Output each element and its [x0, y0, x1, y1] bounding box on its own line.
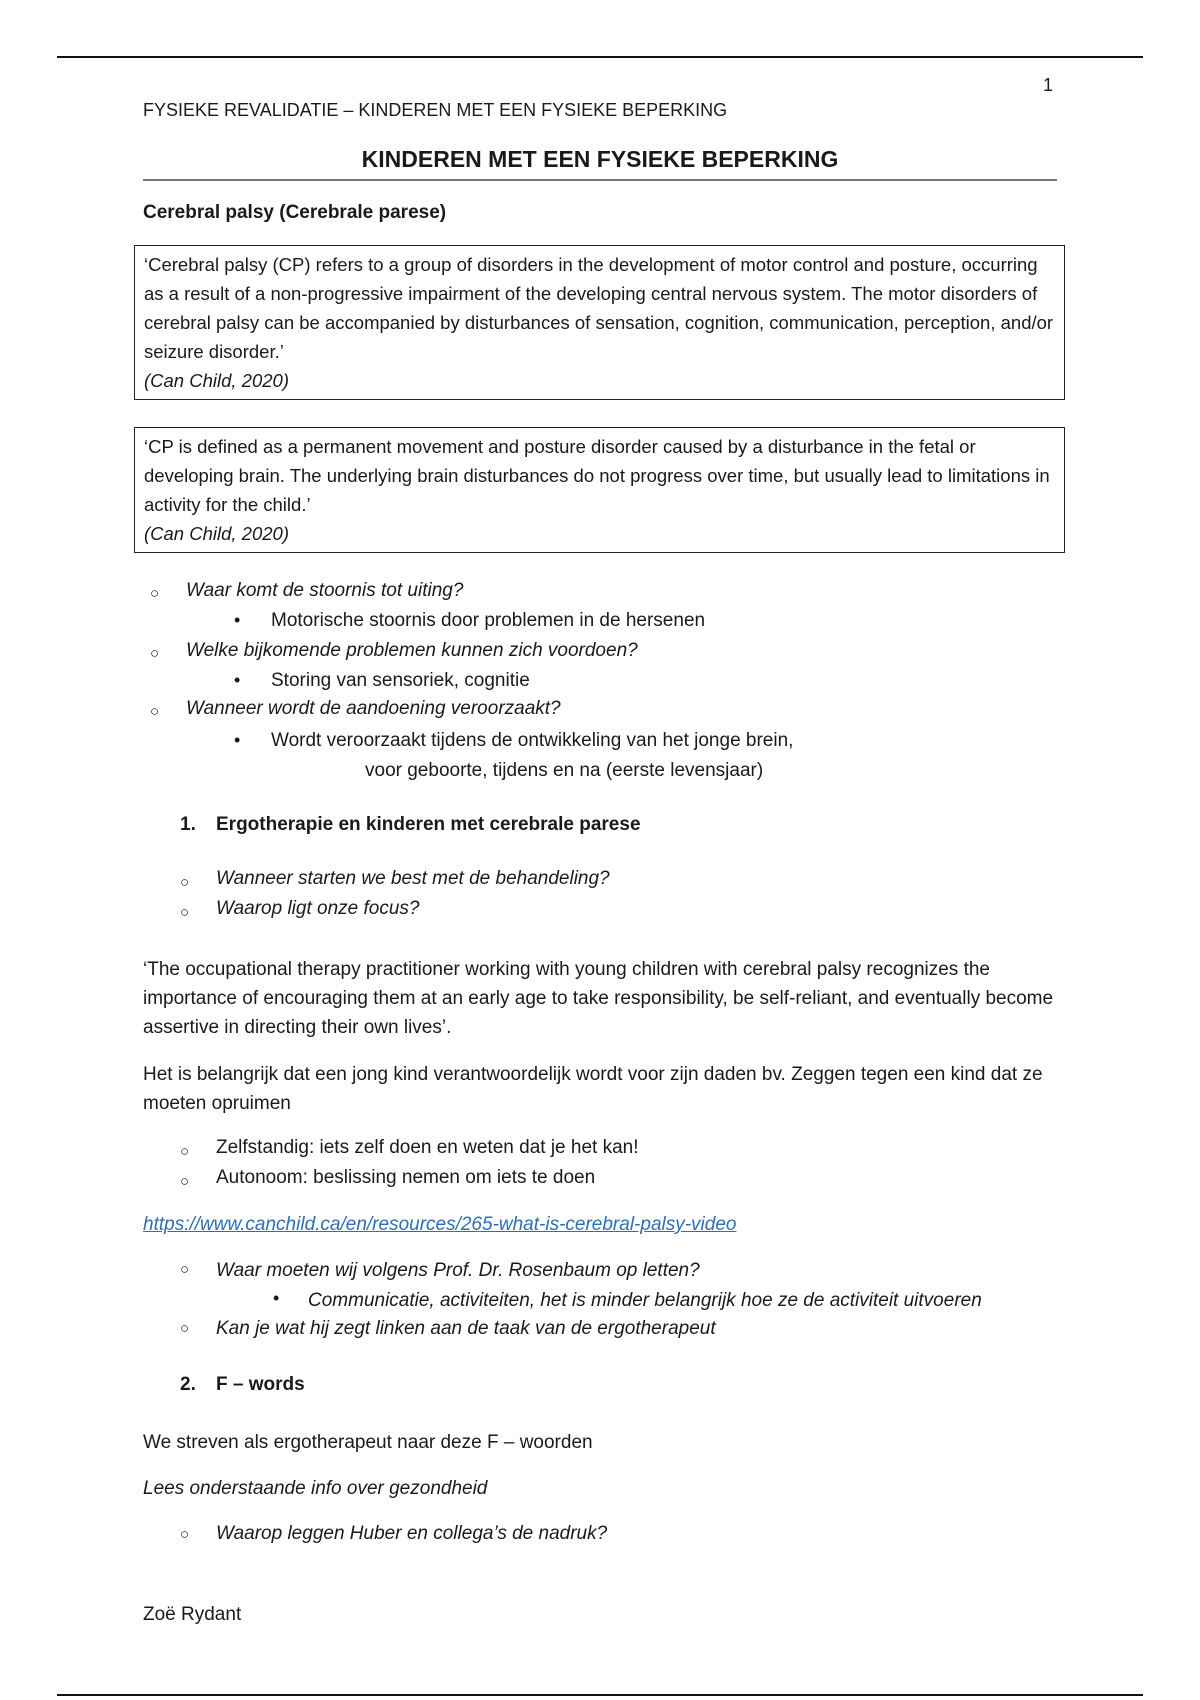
- question-item: Wanneer wordt de aandoening veroorzaakt?: [186, 698, 561, 719]
- italic-instruction: Lees onderstaande info over gezondheid: [143, 1478, 488, 1499]
- definition-box-2: [134, 427, 1065, 553]
- question-item: Waar moeten wij volgens Prof. Dr. Rosenbaum op letten?: [216, 1260, 700, 1281]
- dot-bullet-icon: •: [234, 730, 241, 750]
- circle-bullet-icon: ○: [150, 585, 160, 602]
- question-item: Waarop ligt onze focus?: [216, 898, 420, 919]
- list-item: Autonoom: beslissing nemen om iets te doen: [216, 1167, 596, 1188]
- dot-bullet-icon: •: [234, 610, 241, 630]
- top-rule: [57, 56, 1143, 58]
- question-item: Wanneer starten we best met de behandeling?: [216, 868, 610, 889]
- circle-bullet-icon: ○: [180, 904, 190, 921]
- circle-bullet-icon: ○: [180, 1173, 190, 1190]
- title-underline: [143, 179, 1057, 181]
- quote-text: ‘Cerebral palsy (CP) refers to a group of disorders in the development of motor control and posture, occurring as a result of a non-progressive impairment of the developing central nervous system. The motor disorders of cerebral palsy can be accompanied by disturbances of sensation, cognition, communication, perception, and/or seizure disorder.’: [144, 254, 1054, 362]
- canchild-video-link[interactable]: https://www.canchild.ca/en/resources/265-what-is-cerebral-palsy-video: [143, 1214, 737, 1235]
- question-item: Waarop leggen Huber en collega’s de nadruk?: [216, 1523, 608, 1544]
- circle-bullet-icon: ○: [150, 645, 160, 662]
- quote-citation: (Can Child, 2020): [144, 370, 289, 391]
- running-header: FYSIEKE REVALIDATIE – KINDEREN MET EEN FYSIEKE BEPERKING: [143, 100, 728, 120]
- definition-box-1: [134, 245, 1065, 400]
- section-heading-f-words: F – words: [216, 1374, 305, 1395]
- answer-item: Wordt veroorzaakt tijdens de ontwikkeling van het jonge brein,: [271, 730, 794, 751]
- circle-bullet-icon: ○: [180, 1261, 190, 1278]
- paragraph: We streven als ergotherapeut naar deze F – woorden: [143, 1432, 593, 1453]
- circle-bullet-icon: ○: [180, 874, 190, 891]
- quote-text: ‘CP is defined as a permanent movement and posture disorder caused by a disturbance in the fetal or developing brain. The underlying brain disturbances do not progress over time, but usually lead to limitations in activity for the child.’: [144, 436, 1050, 515]
- dot-bullet-icon: •: [273, 1288, 280, 1308]
- question-item: Welke bijkomende problemen kunnen zich voordoen?: [186, 640, 638, 661]
- circle-bullet-icon: ○: [180, 1320, 190, 1337]
- page-title: KINDEREN MET EEN FYSIEKE BEPERKING: [361, 146, 839, 172]
- question-item: Waar komt de stoornis tot uiting?: [186, 580, 464, 601]
- list-item: Zelfstandig: iets zelf doen en weten dat je het kan!: [216, 1137, 639, 1158]
- circle-bullet-icon: ○: [150, 703, 160, 720]
- answer-item: Communicatie, activiteiten, het is minder belangrijk hoe ze de activiteit uitvoeren: [308, 1290, 982, 1311]
- page-number: 1: [1043, 75, 1054, 95]
- answer-item: Motorische stoornis door problemen in de hersenen: [271, 610, 706, 631]
- circle-bullet-icon: ○: [180, 1143, 190, 1160]
- section-number: 2.: [180, 1374, 196, 1395]
- footer-author: Zoë Rydant: [143, 1604, 242, 1625]
- dot-bullet-icon: •: [234, 670, 241, 690]
- quote-citation: (Can Child, 2020): [144, 523, 289, 544]
- question-item: Kan je wat hij zegt linken aan de taak van de ergotherapeut: [216, 1318, 716, 1339]
- section-number: 1.: [180, 814, 196, 835]
- section-heading-cerebral-palsy: Cerebral palsy (Cerebrale parese): [143, 202, 447, 223]
- bottom-rule: [57, 1694, 1143, 1696]
- answer-item-continuation: voor geboorte, tijdens en na (eerste levensjaar): [365, 760, 764, 781]
- ot-quote: ‘The occupational therapy practitioner working with young children with cerebral palsy recognizes the importance of encouraging them at an early age to take responsibility, be self-reliant, and eventually become assertive in directing their own lives’.: [143, 959, 1054, 1038]
- paragraph: Het is belangrijk dat een jong kind verantwoordelijk wordt voor zijn daden bv. Zeggen tegen een kind dat ze moeten opruimen: [143, 1064, 1043, 1114]
- section-heading-ergotherapie: Ergotherapie en kinderen met cerebrale parese: [216, 814, 641, 835]
- circle-bullet-icon: ○: [180, 1526, 190, 1543]
- answer-item: Storing van sensoriek, cognitie: [271, 670, 530, 691]
